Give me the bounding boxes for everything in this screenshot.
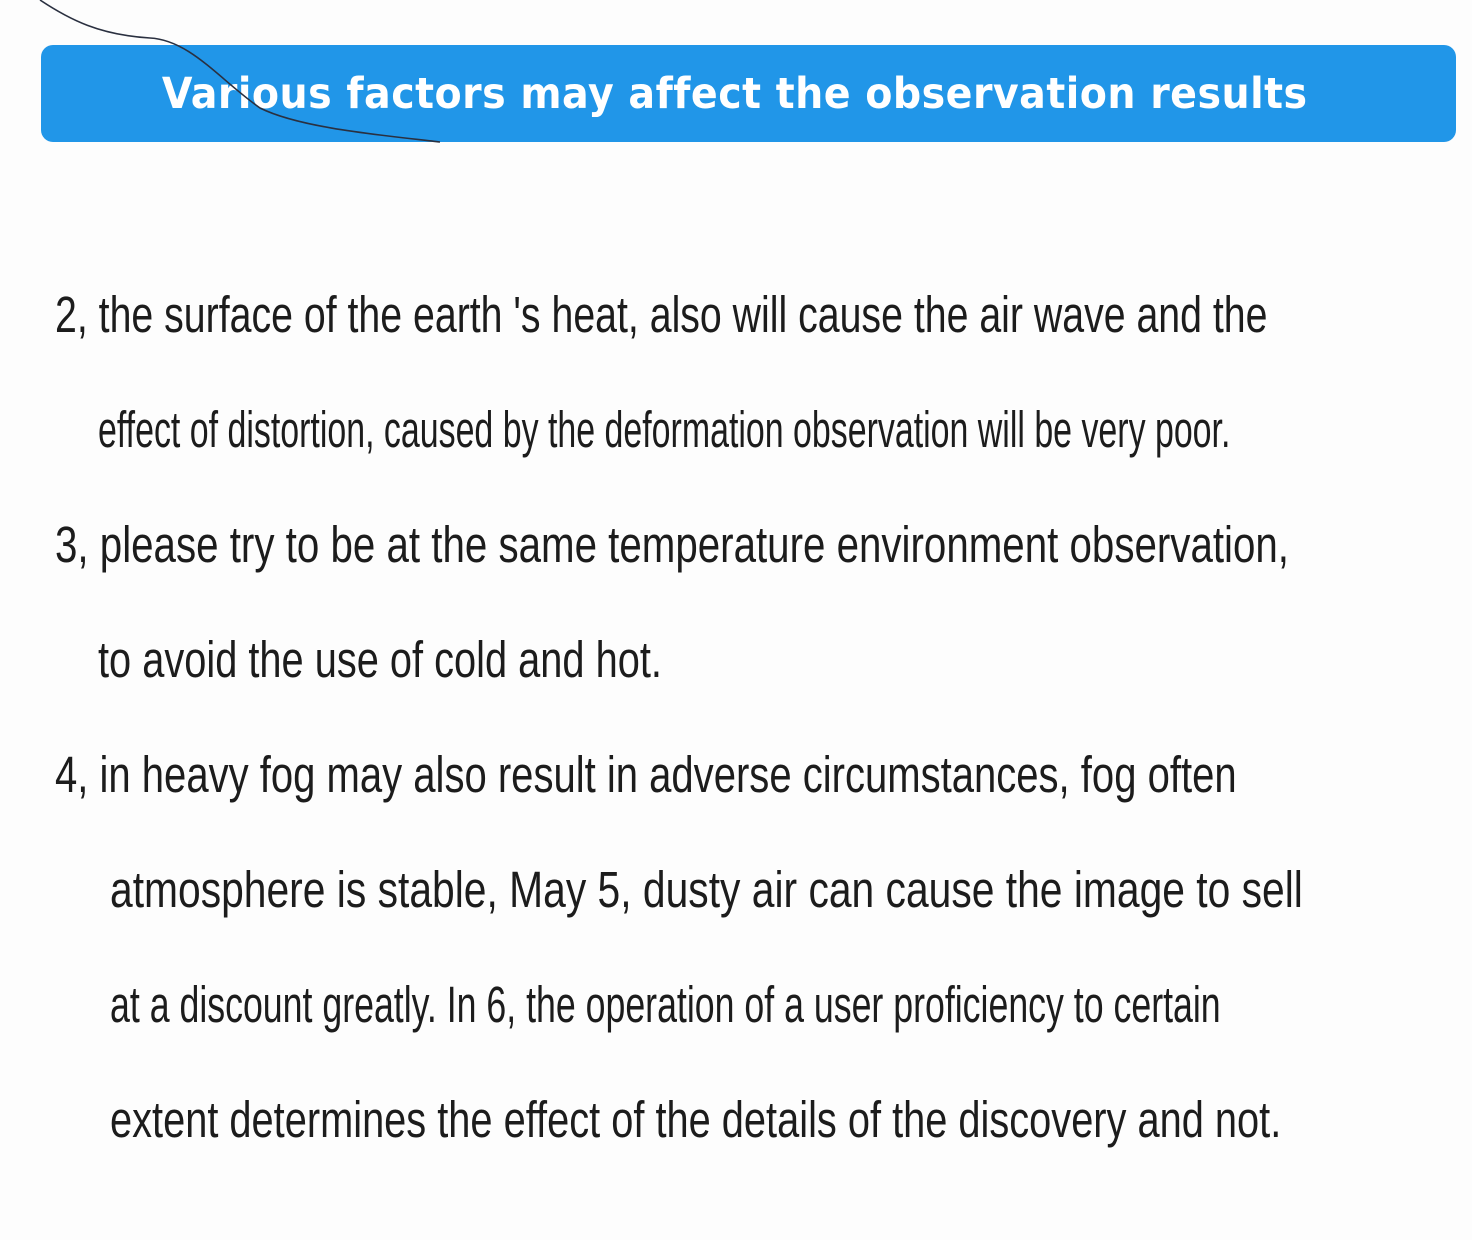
- section-header-banner: [41, 45, 1456, 142]
- item-2-line-2: effect of distortion, caused by the deformation observation will be very poor.: [98, 401, 1231, 458]
- item-4-line-1: 4, in heavy fog may also result in adverse circumstances, fog often: [55, 746, 1237, 803]
- item-4-line-4: extent determines the effect of the details of the discovery and not.: [110, 1091, 1282, 1148]
- section-header-title: Various factors may affect the observation results: [161, 68, 1308, 119]
- item-3-line-1: 3, please try to be at the same temperature environment observation,: [55, 516, 1290, 573]
- item-4-line-2: atmosphere is stable, May 5, dusty air can cause the image to sell: [110, 861, 1303, 918]
- item-3-line-2: to avoid the use of cold and hot.: [98, 631, 662, 688]
- item-4-line-3: at a discount greatly. In 6, the operation of a user proficiency to certain: [110, 976, 1221, 1033]
- item-2-line-1: 2, the surface of the earth 's heat, also will cause the air wave and the: [55, 286, 1268, 343]
